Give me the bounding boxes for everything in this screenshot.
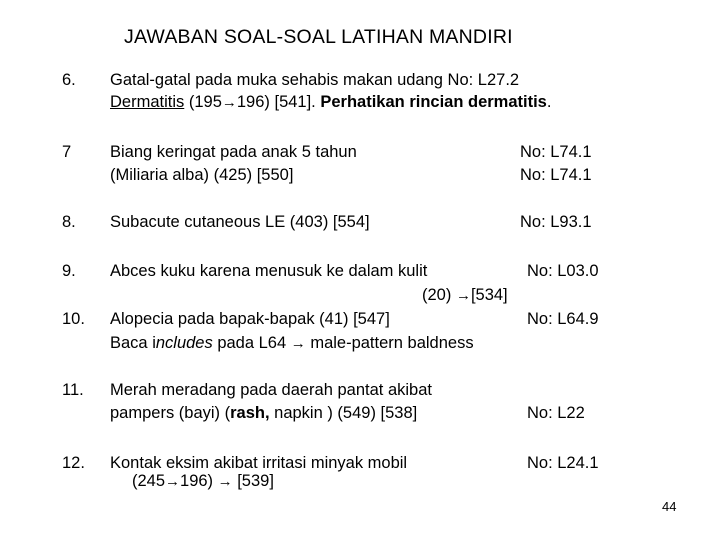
arrow-right-icon: → — [455, 287, 471, 304]
item-12-line-1: Kontak eksim akibat irritasi minyak mobil — [110, 454, 408, 472]
item-9-number: 9. — [62, 262, 76, 280]
item-6-line-1: Gatal-gatal pada muka sehabis makan udang No: L27.2 — [110, 71, 520, 89]
dermatitis-underlined: Dermatitis — [110, 93, 185, 111]
item-9-line-2 — [422, 285, 508, 306]
item-8-line-1: Subacute cutaneous LE (403) [554] — [110, 213, 370, 231]
item-6-number: 6. — [62, 71, 76, 89]
page-number: 44 — [662, 499, 677, 514]
item-6-bold-note: Perhatikan rincian dermatitis — [320, 93, 547, 111]
item-12-line-2 — [132, 471, 274, 492]
item-8-code-1: No: L93.1 — [520, 213, 592, 231]
arrow-right-icon: → — [217, 473, 233, 490]
page-title: JAWABAN SOAL-SOAL LATIHAN MANDIRI — [124, 26, 513, 48]
item-12-code-1: No: L24.1 — [527, 454, 599, 472]
item-7-number: 7 — [62, 143, 72, 161]
item-10-line-1: Alopecia pada bapak-bapak (41) [547] — [110, 310, 390, 328]
item-10-line-2 — [110, 333, 474, 354]
item-10-number: 10. — [62, 310, 85, 328]
item-11-line-2 — [110, 403, 417, 423]
item-11-code-1: No: L22 — [527, 404, 585, 422]
item-10-line-2-text-b: pada L64 — [212, 334, 291, 352]
item-10-code-1: No: L64.9 — [527, 310, 599, 328]
item-9-line-1: Abces kuku karena menusuk ke dalam kulit — [110, 262, 428, 280]
item-9-line-2-text-a: (20) — [422, 286, 456, 304]
item-12-number: 12. — [62, 454, 85, 472]
item-12-line-2-text-a: (245 — [132, 472, 166, 490]
item-11-number: 11. — [62, 381, 84, 399]
item-11-line-2-text-a: pampers (bayi) ( — [110, 404, 231, 422]
item-11-line-2-text-b: napkin ) (549) [538] — [269, 404, 418, 422]
item-11-rash-bold: rash, — [230, 404, 270, 422]
item-8-number: 8. — [62, 213, 76, 231]
item-10-includes-italic: ncludes — [155, 334, 213, 352]
item-6-line-2-end: . — [546, 93, 552, 111]
item-7-code-1: No: L74.1 — [520, 143, 592, 161]
item-7-code-2: No: L74.1 — [520, 166, 592, 184]
arrow-right-icon: → — [290, 335, 306, 352]
item-9-line-2-text-b: [534] — [470, 286, 508, 304]
arrow-right-icon: → — [165, 473, 181, 490]
item-7-line-1: Biang keringat pada anak 5 tahun — [110, 143, 357, 161]
item-12-line-2-text-c: [539] — [232, 472, 274, 490]
item-6-line-2-text-a: (195 — [184, 93, 222, 111]
item-10-line-2-text-c: male-pattern baldness — [305, 334, 474, 352]
item-6-line-2 — [110, 92, 551, 113]
item-6-line-2-text-b: 196) [541]. — [236, 93, 321, 111]
item-7-line-2: (Miliaria alba) (425) [550] — [110, 166, 294, 184]
item-11-line-1: Merah meradang pada daerah pantat akibat — [110, 381, 432, 399]
item-9-code-1: No: L03.0 — [527, 262, 599, 280]
item-12-line-2-text-b: 196) — [180, 472, 218, 490]
item-10-line-2-text-a: Baca i — [110, 334, 156, 352]
arrow-right-icon: → — [221, 94, 237, 111]
